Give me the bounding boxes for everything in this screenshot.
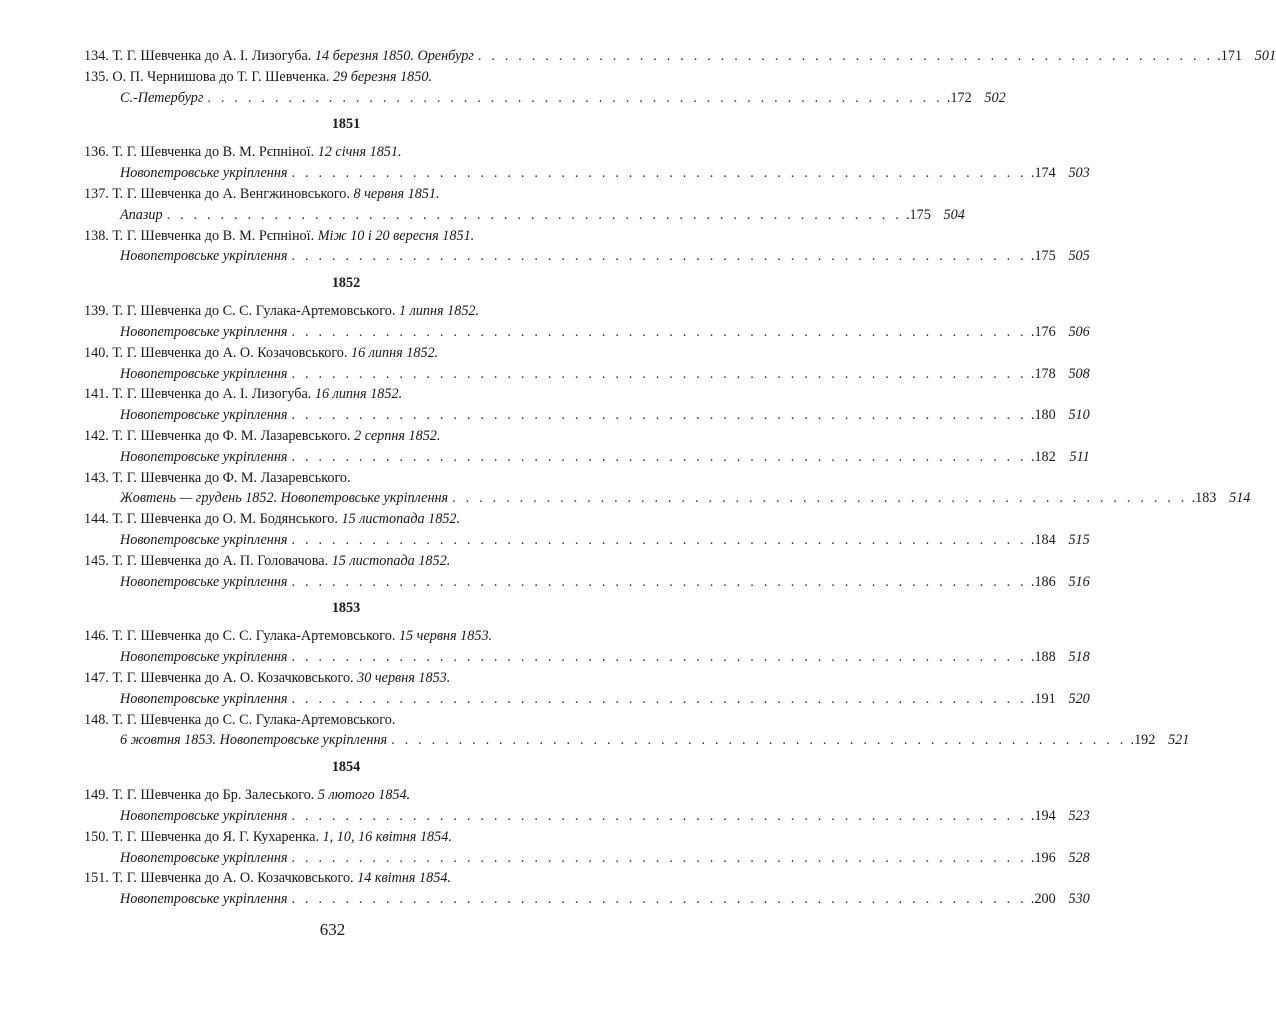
entry-place: Новопетровське укріплення bbox=[120, 849, 288, 866]
entry-place-line bbox=[84, 488, 1251, 509]
toc-entry[interactable] bbox=[84, 710, 1190, 752]
entry-addressee: Т. Г. Шевченка до О. М. Бодянського. bbox=[112, 511, 338, 528]
entry-commentary-page: 516 bbox=[1068, 573, 1090, 590]
entry-page: .174 bbox=[1030, 165, 1056, 182]
entry-title-line bbox=[84, 226, 588, 247]
entry-page: .172 bbox=[946, 89, 972, 106]
entry-title-line bbox=[84, 868, 588, 889]
entry-date: 15 листопада 1852. bbox=[331, 552, 451, 569]
entry-heading bbox=[84, 829, 452, 845]
toc-entry[interactable] bbox=[84, 468, 1251, 510]
entry-place: Новопетровське укріплення bbox=[120, 407, 288, 424]
entry-page: .171 bbox=[1217, 48, 1243, 64]
year-heading: 1853 bbox=[331, 600, 361, 617]
entry-number: 144. bbox=[84, 511, 109, 528]
entry-date: 2 серпня 1852. bbox=[354, 427, 441, 444]
entry-addressee: Т. Г. Шевченка до Ф. М. Лазаревського. bbox=[112, 427, 351, 444]
toc-entry[interactable] bbox=[84, 226, 1090, 268]
entry-place-line bbox=[84, 364, 1090, 385]
entry-page: .183 bbox=[1191, 490, 1217, 507]
toc-entry[interactable] bbox=[84, 785, 1090, 827]
toc-entry[interactable] bbox=[84, 46, 1276, 67]
entry-commentary-page: 523 bbox=[1068, 807, 1090, 824]
entry-title-line bbox=[84, 468, 588, 489]
entry-date: 14 квітня 1854. bbox=[357, 870, 451, 887]
entry-place: Апазир bbox=[120, 206, 163, 223]
toc-entry[interactable] bbox=[84, 868, 1090, 910]
year-heading: 1854 bbox=[331, 759, 361, 776]
entry-addressee: Т. Г. Шевченка до А. П. Головачова. bbox=[112, 552, 329, 569]
entry-number: 151. bbox=[84, 870, 109, 887]
entry-date: 30 червня 1853. bbox=[357, 669, 451, 686]
leader-dots: . . . . . . . . . . . . . . . . . . . . . . . . . . . . . . . . . . . . . . . . . . . . . . . . . . . . . . . bbox=[291, 407, 1027, 424]
entry-place-line bbox=[84, 889, 1090, 910]
entry-place: Новопетровське укріплення bbox=[120, 365, 288, 382]
leader-dots: . . . . . . . . . . . . . . . . . . . . . . . . . . . . . . . . . . . . . . . . . . . . . . . . . . . . . . . bbox=[391, 732, 1127, 749]
entry-place-line bbox=[84, 689, 1090, 710]
year-heading: 1851 bbox=[331, 116, 361, 133]
entry-title-line bbox=[84, 184, 588, 205]
entry-place-line bbox=[84, 530, 1090, 551]
entry-place: Новопетровське укріплення bbox=[120, 573, 288, 590]
entry-addressee: Т. Г. Шевченка до А. І. Лизогуба. bbox=[112, 48, 312, 64]
entry-page: .175 bbox=[1030, 248, 1056, 265]
entry-date: 14 березня 1850. Оренбург bbox=[314, 48, 474, 64]
entry-title-line bbox=[84, 384, 588, 405]
entry-page: .182 bbox=[1030, 448, 1056, 465]
entry-commentary-page: 503 bbox=[1068, 165, 1090, 182]
entry-addressee: Т. Г. Шевченка до А. О. Козачковського. bbox=[112, 669, 354, 686]
entry-place-line bbox=[84, 447, 1090, 468]
toc-entry[interactable] bbox=[84, 301, 1090, 343]
entry-number: 142. bbox=[84, 427, 109, 444]
entry-commentary-page: 502 bbox=[984, 89, 1006, 106]
entry-addressee: Т. Г. Шевченка до А. О. Козачовського. bbox=[112, 344, 348, 361]
entry-place-line bbox=[84, 806, 1090, 827]
leader-dots: . . . . . . . . . . . . . . . . . . . . . . . . . . . . . . . . . . . . . . . . . . . . . . . . . . . . . . . bbox=[291, 649, 1027, 666]
entry-title-line bbox=[84, 46, 1276, 67]
entry-commentary-page: 504 bbox=[943, 206, 965, 223]
entry-addressee: Т. Г. Шевченка до А. О. Козачковського. bbox=[112, 870, 354, 887]
toc-entry[interactable] bbox=[84, 384, 1090, 426]
entry-title-line bbox=[84, 626, 588, 647]
leader-dots: . . . . . . . . . . . . . . . . . . . . . . . . . . . . . . . . . . . . . . . . . . . . . . . . . . . . . . . bbox=[452, 490, 1188, 507]
entry-title-line bbox=[84, 827, 588, 848]
entry-date: Між 10 і 20 вересня 1851. bbox=[317, 227, 475, 244]
entry-heading bbox=[84, 787, 410, 803]
entry-title-line bbox=[84, 426, 588, 447]
leader-dots: . . . . . . . . . . . . . . . . . . . . . . . . . . . . . . . . . . . . . . . . . . . . . . . . . . . . . . . bbox=[477, 48, 1214, 64]
entry-commentary-page: 518 bbox=[1068, 649, 1090, 666]
toc-entry[interactable] bbox=[84, 184, 965, 226]
entry-addressee: Т. Г. Шевченка до В. М. Рєпніної. bbox=[112, 144, 315, 161]
entry-number: 149. bbox=[84, 787, 109, 804]
table-of-contents bbox=[84, 46, 1276, 910]
entry-title-line bbox=[84, 785, 588, 806]
entry-place-line bbox=[84, 205, 965, 226]
entry-addressee: Т. Г. Шевченка до А. Венгжиновського. bbox=[112, 185, 350, 202]
entry-place: 6 жовтня 1853. Новопетровське укріплення bbox=[120, 732, 388, 749]
entry-date: 29 березня 1850. bbox=[332, 68, 432, 85]
entry-place: Жовтень — грудень 1852. Новопетровське укріплення bbox=[120, 490, 449, 507]
toc-entry[interactable] bbox=[84, 343, 1090, 385]
entry-number: 147. bbox=[84, 669, 109, 686]
entry-number: 141. bbox=[84, 386, 109, 403]
entry-place: Новопетровське укріплення bbox=[120, 165, 288, 182]
leader-dots: . . . . . . . . . . . . . . . . . . . . . . . . . . . . . . . . . . . . . . . . . . . . . . . . . . . . . . . bbox=[291, 448, 1027, 465]
leader-dots: . . . . . . . . . . . . . . . . . . . . . . . . . . . . . . . . . . . . . . . . . . . . . . . . . . . . . . . bbox=[291, 891, 1027, 908]
entry-addressee: Т. Г. Шевченка до Ф. М. Лазаревського. bbox=[112, 469, 351, 486]
entry-number: 145. bbox=[84, 552, 109, 569]
entry-place-line bbox=[84, 322, 1090, 343]
entry-heading bbox=[84, 186, 440, 202]
entry-number: 148. bbox=[84, 711, 109, 728]
entry-place: Новопетровське укріплення bbox=[120, 448, 288, 465]
entry-date: 16 липня 1852. bbox=[314, 386, 403, 403]
toc-entry[interactable] bbox=[84, 827, 1090, 869]
entry-addressee: О. П. Чернишова до Т. Г. Шевченка. bbox=[112, 68, 330, 85]
entry-number: 150. bbox=[84, 828, 109, 845]
entry-page: .196 bbox=[1030, 849, 1056, 866]
entry-number: 134. bbox=[84, 48, 109, 64]
entry-number: 139. bbox=[84, 303, 109, 320]
entry-page: .200 bbox=[1030, 891, 1056, 908]
entry-heading bbox=[84, 303, 479, 319]
entry-commentary-page: 511 bbox=[1069, 448, 1090, 465]
entry-title-line bbox=[84, 301, 588, 322]
entry-page: .191 bbox=[1030, 690, 1056, 707]
entry-title-line bbox=[84, 343, 588, 364]
entry-addressee: Т. Г. Шевченка до А. І. Лизогуба. bbox=[112, 386, 312, 403]
entry-place-line bbox=[84, 88, 1006, 109]
entry-heading bbox=[84, 870, 451, 886]
entry-place-line bbox=[84, 647, 1090, 668]
entry-addressee: Т. Г. Шевченка до Я. Г. Кухаренка. bbox=[112, 828, 320, 845]
toc-entry[interactable] bbox=[84, 142, 1090, 184]
leader-dots: . . . . . . . . . . . . . . . . . . . . . . . . . . . . . . . . . . . . . . . . . . . . . . . . . . . . . . . bbox=[291, 165, 1027, 182]
entry-number: 138. bbox=[84, 227, 109, 244]
entry-date: 15 листопада 1852. bbox=[341, 511, 461, 528]
leader-dots: . . . . . . . . . . . . . . . . . . . . . . . . . . . . . . . . . . . . . . . . . . . . . . . . . . . . . . . bbox=[291, 323, 1027, 340]
entry-heading bbox=[84, 428, 440, 444]
entry-title-line bbox=[84, 142, 588, 163]
entry-commentary-page: 528 bbox=[1068, 849, 1090, 866]
entry-place: Новопетровське укріплення bbox=[120, 690, 288, 707]
toc-entry[interactable] bbox=[84, 668, 1090, 710]
entry-place: Новопетровське укріплення bbox=[120, 248, 288, 265]
entry-commentary-page: 508 bbox=[1068, 365, 1090, 382]
entry-heading bbox=[84, 144, 402, 160]
entry-place-line bbox=[84, 163, 1090, 184]
entry-addressee: Т. Г. Шевченка до Бр. Залеського. bbox=[112, 787, 315, 804]
entry-commentary-page: 506 bbox=[1068, 323, 1090, 340]
entry-place: Новопетровське укріплення bbox=[120, 649, 288, 666]
toc-entry[interactable] bbox=[84, 551, 1090, 593]
entry-commentary-page: 505 bbox=[1068, 248, 1090, 265]
leader-dots: . . . . . . . . . . . . . . . . . . . . . . . . . . . . . . . . . . . . . . . . . . . . . . . . . . . . . . . bbox=[291, 690, 1027, 707]
entry-title-line bbox=[84, 551, 588, 572]
entry-page: .188 bbox=[1030, 649, 1056, 666]
entry-place: Новопетровське укріплення bbox=[120, 807, 288, 824]
leader-dots: . . . . . . . . . . . . . . . . . . . . . . . . . . . . . . . . . . . . . . . . . . . . . . . . . . . . . . . bbox=[291, 573, 1027, 590]
entry-heading bbox=[84, 228, 474, 244]
entry-place-line bbox=[84, 572, 1090, 593]
entry-title-line bbox=[84, 668, 588, 689]
entry-number: 135. bbox=[84, 68, 109, 85]
entry-page: .192 bbox=[1130, 732, 1156, 749]
toc-entry[interactable] bbox=[84, 626, 1090, 668]
entry-commentary-page: 514 bbox=[1229, 490, 1251, 507]
entry-page: .186 bbox=[1030, 573, 1056, 590]
entry-place: Новопетровське укріплення bbox=[120, 891, 288, 908]
entry-number: 143. bbox=[84, 469, 109, 486]
toc-entry[interactable] bbox=[84, 426, 1090, 468]
entry-heading bbox=[84, 386, 402, 402]
entry-heading bbox=[84, 628, 492, 644]
entry-date: 8 червня 1851. bbox=[353, 185, 440, 202]
entry-date: 15 червня 1853. bbox=[398, 628, 493, 645]
entry-title-line bbox=[84, 67, 588, 88]
entry-date: 1 липня 1852. bbox=[398, 303, 480, 320]
leader-dots: . . . . . . . . . . . . . . . . . . . . . . . . . . . . . . . . . . . . . . . . . . . . . . . . . . . . . . . bbox=[291, 248, 1027, 265]
entry-commentary-page: 530 bbox=[1068, 891, 1090, 908]
entry-date: 1, 10, 16 квітня 1854. bbox=[322, 828, 452, 845]
page-number: 632 bbox=[319, 920, 346, 939]
entry-number: 140. bbox=[84, 344, 109, 361]
leader-dots: . . . . . . . . . . . . . . . . . . . . . . . . . . . . . . . . . . . . . . . . . . . . . . . . . . . . . . . bbox=[291, 807, 1027, 824]
entry-addressee: Т. Г. Шевченка до С. С. Гулака-Артемовського. bbox=[112, 628, 396, 645]
entry-commentary-page: 521 bbox=[1168, 732, 1190, 749]
leader-dots: . . . . . . . . . . . . . . . . . . . . . . . . . . . . . . . . . . . . . . . . . . . . . . . . . . . . . . . bbox=[291, 531, 1027, 548]
leader-dots: . . . . . . . . . . . . . . . . . . . . . . . . . . . . . . . . . . . . . . . . . . . . . . . . . . . . . . . bbox=[291, 365, 1027, 382]
entry-heading bbox=[84, 46, 474, 67]
entry-page: .175 bbox=[906, 206, 931, 223]
entry-heading bbox=[84, 553, 450, 569]
toc-entry[interactable] bbox=[84, 509, 1090, 551]
entry-number: 146. bbox=[84, 628, 109, 645]
entry-heading bbox=[84, 670, 450, 686]
entry-place-line bbox=[84, 246, 1090, 267]
year-heading: 1852 bbox=[331, 275, 361, 292]
entry-place-line bbox=[84, 405, 1090, 426]
entry-title-line bbox=[84, 710, 588, 731]
entry-date: 16 липня 1852. bbox=[350, 344, 439, 361]
entry-commentary-page: 520 bbox=[1068, 690, 1090, 707]
entry-place: С.-Петербург bbox=[120, 89, 204, 106]
entry-heading bbox=[84, 470, 351, 486]
entry-place: Новопетровське укріплення bbox=[120, 531, 288, 548]
entry-commentary-page: 515 bbox=[1068, 531, 1090, 548]
entry-addressee: Т. Г. Шевченка до С. С. Гулака-Артемовського. bbox=[112, 303, 396, 320]
entry-date: 5 лютого 1854. bbox=[317, 787, 411, 804]
entry-number: 137. bbox=[84, 185, 109, 202]
entry-heading bbox=[84, 69, 432, 85]
entry-page: .184 bbox=[1030, 531, 1056, 548]
entry-page: .194 bbox=[1030, 807, 1056, 824]
leader-dots: . . . . . . . . . . . . . . . . . . . . . . . . . . . . . . . . . . . . . . . . . . . . . . . . . . . . . . . bbox=[291, 849, 1027, 866]
entry-place-line bbox=[84, 848, 1090, 869]
entry-place: Новопетровське укріплення bbox=[120, 323, 288, 340]
entry-page: .180 bbox=[1030, 407, 1056, 424]
entry-date: 12 січня 1851. bbox=[317, 144, 402, 161]
entry-place-line bbox=[84, 730, 1190, 751]
leader-dots: . . . . . . . . . . . . . . . . . . . . . . . . . . . . . . . . . . . . . . . . . . . . . . . . . . . . . . . bbox=[166, 206, 902, 223]
entry-commentary-page: 501 bbox=[1254, 48, 1276, 64]
entry-heading bbox=[84, 712, 395, 728]
entry-heading bbox=[84, 511, 460, 527]
entry-title-line bbox=[84, 509, 588, 530]
entry-addressee: Т. Г. Шевченка до В. М. Рєпніної. bbox=[112, 227, 315, 244]
entry-addressee: Т. Г. Шевченка до С. С. Гулака-Артемовського. bbox=[112, 711, 396, 728]
entry-heading bbox=[84, 345, 438, 361]
entry-number: 136. bbox=[84, 144, 109, 161]
leader-dots: . . . . . . . . . . . . . . . . . . . . . . . . . . . . . . . . . . . . . . . . . . . . . . . . . . . . . . . bbox=[207, 89, 943, 106]
toc-entry[interactable] bbox=[84, 67, 1006, 109]
entry-page: .176 bbox=[1030, 323, 1056, 340]
entry-page: .178 bbox=[1030, 365, 1056, 382]
entry-commentary-page: 510 bbox=[1068, 407, 1090, 424]
